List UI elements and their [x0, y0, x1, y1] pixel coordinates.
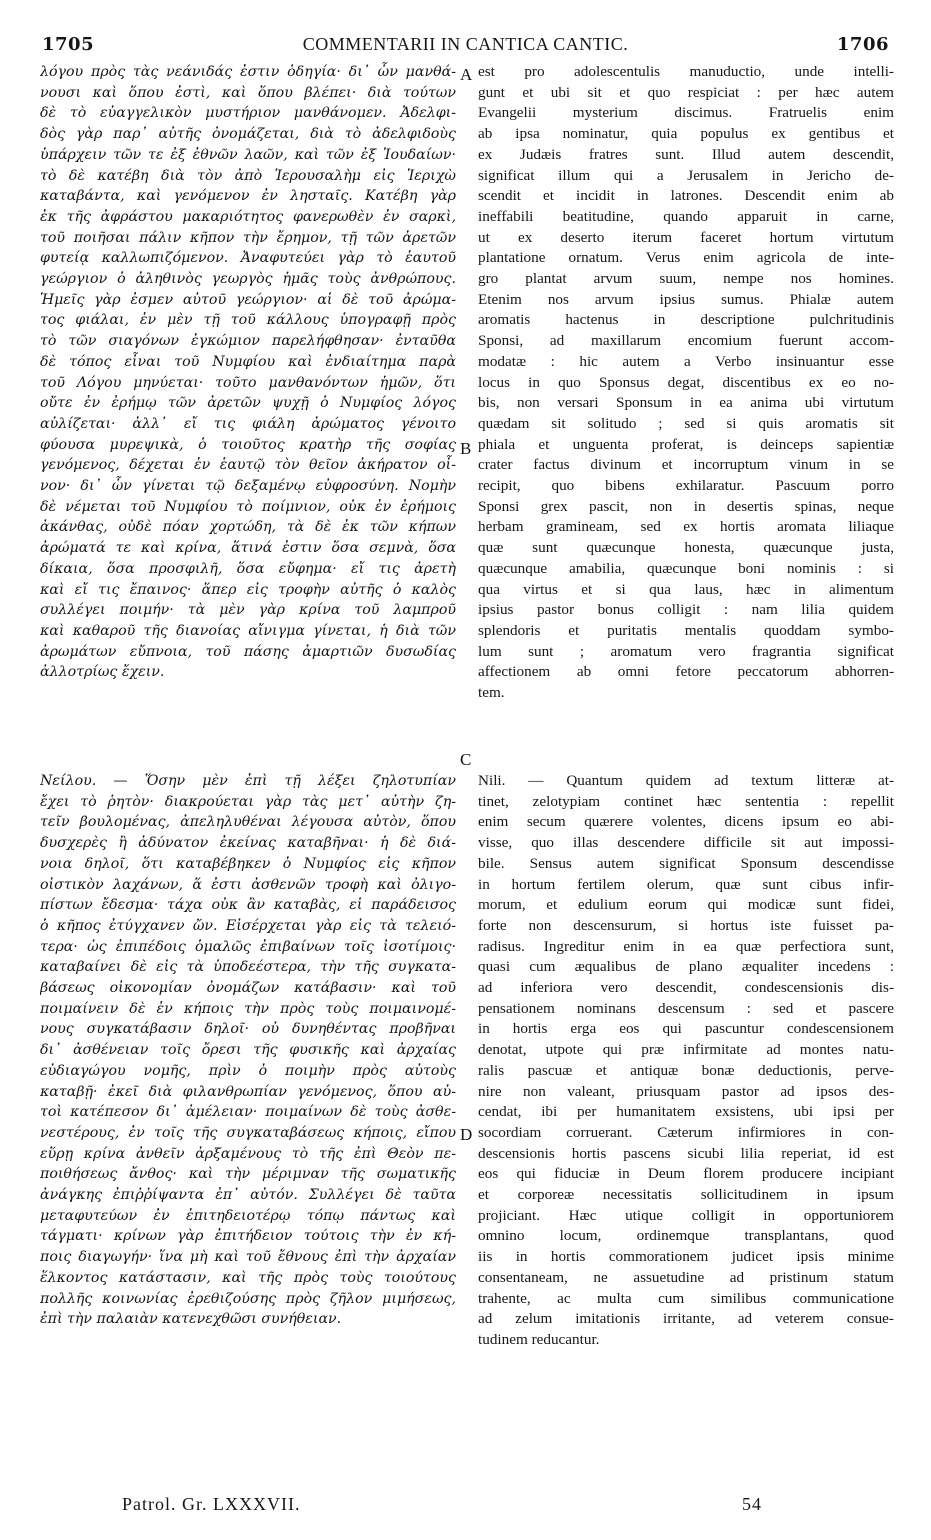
text-line: tudinem reducantur. [478, 1330, 600, 1348]
text-line: γενόμενος, δέχεται ἐν ἑαυτῷ τὸν θεῖον ἀκήρατον οἶ- [40, 457, 456, 474]
text-line: ἕλκοντος κατάστασιν, καὶ τῆς πρὸς τοὺς τοιούτους [40, 1269, 456, 1286]
text-line: eos qui fiduciæ in Deum florem producere incipiant [478, 1165, 894, 1183]
text-line: qua virtus et si qua laus, hæc in alimentum [478, 580, 894, 598]
text-line: modatæ : hic autem a Verbo insinuantur esse [478, 352, 894, 370]
text-line: tinet, zelotypiam continet hæc sententia : repellit [478, 792, 894, 810]
text-line: νουσι καὶ ὅπου ἐστὶ, καὶ ὅπου βλέπει· διὰ τούτων [40, 84, 456, 101]
text-line: omnino locum, ordinemque transplantans, quod [478, 1227, 894, 1245]
text-line: radisus. Ingreditur enim in ea quæ perfectiora sunt, [478, 937, 894, 955]
text-line: ἀλλοτρίως ἔχειν. [40, 664, 165, 681]
text-line: ineffabili beatitudine, quando apparuit in carne, [478, 207, 894, 225]
footer-signature: Patrol. Gr. LXXXVII. [122, 1494, 301, 1514]
text-line: visse, quo illas descendere difficile sit aut impossi- [478, 834, 894, 852]
margin-marker-b: B [460, 439, 472, 458]
text-line: τοὶ κατέπεσον δι᾽ ἀμέλειαν· ποιμαίνων δὲ τοὺς ἀσθε- [40, 1104, 456, 1121]
text-line: quædam sit solitudo ; sed si quis aromatis sit [478, 414, 894, 432]
text-line: lum sunt ; aromatum vero fragrantia significat [478, 642, 894, 660]
text-line: νοια δηλοῖ, ὅτι καταβέβηκεν ὁ Νυμφίος εἰς κῆπον [40, 855, 456, 872]
text-line: Ἡμεῖς γὰρ ἐσμεν αὐτοῦ γεώργιον· αἱ δὲ τοῦ ἀρώμα- [40, 291, 456, 308]
text-line: φύουσα μυρεψικὰ, ὁ τοιοῦτος κρατὴρ τῆς σοφίας [40, 436, 456, 453]
text-line: herbam gramineam, sed ex hortis aromata liliaque [478, 518, 894, 536]
text-line: recipit, quo bibens exhilaratur. Pascuum porro [478, 477, 894, 495]
text-line: ἐκ τῆς ἀφράστου μακαριότητος φανερωθὲν ἐν σαρκὶ, [40, 208, 456, 225]
text-line: ἀρώματά τε καὶ κρίνα, ἅτινά ἐστιν ὅσα σεμνὰ, ὅσα [40, 540, 456, 557]
text-line: οὔτε ἐν ἐρήμῳ τῶν ἀρετῶν ψυχῇ ὁ Νυμφίος λόγος [40, 395, 456, 412]
text-line: Sponsi grex pascit, non in desertis spinas, neque [478, 497, 894, 515]
text-line: Νείλου. — Ὅσην μὲν ἐπὶ τῇ λέξει ζηλοτυπίαν [40, 773, 456, 789]
text-line: δὸς γὰρ παρ᾽ αὐτῆς ὀνομάζεται, διὰ τὸ ἀδελφιδοὺς [40, 126, 456, 143]
text-line: iis in hortis commorationem judicet ipsis minime [478, 1248, 894, 1266]
text-line: καὶ εἴ τις ἔπαινος· ἅπερ εἰς τροφὴν αὐτῆς ὁ καλὸς [40, 581, 456, 598]
text-line: καταβαίνει δὲ εἰς τὰ ὑποδεέστερα, τὴν τῆς συγκατα- [40, 959, 456, 976]
text-line: cendat, ibi per humanitatem exsistens, ubi ipsi per [478, 1103, 894, 1121]
running-title: COMMENTARII IN CANTICA CANTIC. [302, 34, 629, 54]
text-line: τερα· ὡς ἐπιπέδοις ὁμαλῶς ἐπιβαίνων τοῖς ἰσοτίμοις· [40, 938, 456, 955]
text-line: splendoris et puritatis mentalis quoddam symbo- [478, 621, 894, 639]
text-line: τὸ δὲ κατέβη διὰ τὸν ἀπὸ Ἱερουσαλὴμ εἰς Ἱεριχὼ [40, 167, 456, 184]
text-line: ad inferiora vero descendit, condescensionis dis- [478, 979, 894, 997]
text-line: εὐδιαγώγου νομῆς, πρὶν ὁ ποιμὴν πρὸς αὐτοὺς [40, 1062, 456, 1079]
text-line: ipsius pastor bonus colligit : nam lilia quidem [478, 601, 894, 619]
text-line: quasi cum æqualibus de plano æqualiter incedens : [478, 958, 894, 976]
text-line: φυτείᾳ καλλωπιζόμενον. Ἀναφυτεύει γὰρ τὸ ἑαυτοῦ [40, 250, 456, 267]
margin-marker-c: C [460, 750, 472, 769]
text-line: crater factus divinum et incorruptum vinum in se [478, 456, 894, 474]
text-line: morum, et edulium eorum qui modicæ sunt fidei, [478, 896, 894, 914]
latin-column-block-1 [478, 62, 894, 704]
text-line: ὁ κῆπος ἐτύγχανεν ὤν. Εἰσέρχεται γὰρ εἰς τὰ τελειό- [40, 917, 456, 934]
text-line: pensationem nominans descensum : sed et pascere [478, 999, 894, 1017]
text-line: ralis pascuæ et antiquæ bonæ deductionis, perve- [478, 1061, 894, 1079]
text-line: λόγου πρὸς τὰς νεάνιδάς ἐστιν ὁδηγία· δι᾽ ὧν μανθά- [40, 64, 456, 80]
latin-column-block-2 [478, 771, 894, 1351]
text-line: scendit et incidit in latrones. Descendit enim ab [478, 187, 894, 205]
text-line: ἐπὶ τὴν παλαιὰν κατενεχθῶσι συνήθειαν. [40, 1311, 342, 1328]
text-line: ἀκάνθας, οὐδὲ πόαν χορτώδη, τὰ δὲ ἐκ τῶν κήπων [40, 519, 456, 536]
text-line: bile. Sensus autem significat Sponsum descendisse [478, 854, 894, 872]
footer-number: 54 [742, 1494, 762, 1514]
text-line: gunt et ubi sit et quo respiciat : per hæc autem [478, 83, 894, 101]
greek-column-block-2 [40, 771, 456, 1330]
text-line: descensionis hortis pascens sicubi lilia reperiat, id est [478, 1144, 894, 1162]
text-line: enim secum quærere volentes, dicens ipsum eo abi- [478, 813, 894, 831]
text-line: νον· δι᾽ ὧν γίνεται τῷ δεξαμένῳ εὐφροσύνη. Νομὴν [40, 478, 456, 495]
text-line: ἀρωμάτων εὔπνοια, τοῦ πάσης ἁμαρτιῶν δυσωδίας [40, 643, 456, 660]
text-line: phiala et unguenta proferat, is deinceps sapientiæ [478, 435, 894, 453]
text-line: in hortis erga eos qui pascuntur condescensionem [478, 1020, 894, 1038]
text-line: δίκαια, ὅσα προσφιλῆ, ὅσα εὔφημα· εἴ τις ἀρετὴ [40, 560, 456, 577]
text-line: ad zelum imitationis irritante, ad veterem consue- [478, 1310, 894, 1328]
text-line: bis, non versari Sponsum in ea anima ubi virtutum [478, 394, 894, 412]
text-line: trahente, ac multa cum similibus communicatione [478, 1289, 894, 1307]
text-line: plantatione ornatum. Verus enim agricola de inte- [478, 249, 894, 267]
text-line: forte non descensurum, si hortus iste fuisset pa- [478, 916, 894, 934]
text-line: affectionem ab omni fetore peccatorum abhorren- [478, 663, 894, 681]
text-line: δὲ τὸ εὐαγγελικὸν μυστήριον μανθάνομεν. Ἀδελφι- [40, 105, 456, 122]
greek-column-block-1 [40, 62, 456, 683]
page-number-right: 1706 [836, 34, 889, 55]
text-line: Nili. — Quantum quidem ad textum litteræ at- [478, 772, 894, 789]
text-line: μεταφυτεύων ἐν ἐπιτηδειοτέρῳ τόπῳ πάντως καὶ [40, 1207, 456, 1224]
text-line: et corporeæ necessitatis sollicitudinem in ipsum [478, 1186, 894, 1204]
text-line: αὐλίζεται· ἀλλ᾽ εἴ τις φιάλη ἀρώματος γένοιτο [40, 415, 456, 432]
text-line: ἔχει τὸ ῥητὸν· διακρούεται γὰρ τὰς μετ᾽ αὐτὴν ζη- [40, 793, 456, 810]
text-line: ex Judæis fratres sunt. Illud autem descendit, [478, 145, 894, 163]
text-line: τοῦ ποιῆσαι πάλιν κῆπον τὴν ἔρημον, τῇ τῶν ἀρετῶν [40, 229, 456, 246]
text-line: quæcunque amabilia, quæcunque boni nominis : si [478, 559, 894, 577]
text-line: τεῖν βουλομένας, ἀπεληλυθέναι λέγουσα αὐτὸν, ὅπου [40, 814, 456, 831]
text-line: ab ipsa nominatur, quia populus ex gentibus et [478, 125, 894, 143]
text-line: δυσχερὲς ἢ ἀδύνατον ἐκείνας καταβῆναι· ἡ δὲ διά- [40, 835, 456, 852]
text-line: est pro adolescentulis manuductio, unde intelli- [478, 63, 894, 80]
text-line: συλλέγει ποιμήν· τὰ μὲν γὰρ κρίνα τοῦ λαμπροῦ [40, 602, 456, 619]
text-line: πίστων ἔδεσμα· τάχα οὐκ ἂν καταβὰς, εἰ παράδεισος [40, 897, 456, 914]
text-line: quæ sunt quæcunque honesta, quæcunque justa, [478, 539, 894, 557]
text-line: tem. [478, 684, 505, 702]
text-line: τάγματι· κρίνων γὰρ ἐπιτήδειον τούτοις τὴν ἐν κή- [40, 1228, 456, 1245]
text-line: socordiam corruerant. Cæterum infirmiores in con- [478, 1123, 894, 1141]
text-line: δὲ νέμεται τοῦ Νυμφίου τὸ ποίμνιον, οὐκ ἐν ἐρήμοις [40, 498, 456, 515]
text-line: οἰστικὸν λαχάνων, ἅ ἐστι ἀσθενῶν τροφὴ καὶ ὀλιγο- [40, 876, 456, 893]
text-line: Sponsi, ad maxillarum encomium fuerunt accom- [478, 332, 894, 350]
text-line: ποιμαίνειν δὲ ἐν κήποις τὴν πρὸς τοὺς ποιμαινομέ- [40, 1000, 456, 1017]
text-line: τος φιάλαι, ἐν μὲν τῇ τοῦ κάλλους ὑπογραφῇ πρὸς [40, 312, 456, 329]
text-line: consentaneam, ne assuetudine ad pristinum statum [478, 1268, 894, 1286]
text-line: γεώργιον ὁ ἀληθινὸς γεωργὸς ἡμᾶς τοὺς ἀνθρώπους. [40, 271, 456, 288]
text-line: εὕρῃ κρίνα ἀνθεῖν ἀρξαμένους τὸ τῆς ἐπὶ Θεὸν πε- [40, 1145, 456, 1162]
page-number-left: 1705 [42, 34, 95, 55]
text-line: in hortum fertilem olerum, quæ sunt cibus infir- [478, 875, 894, 893]
text-line: νους συγκατάβασιν δηλοῖ· οὐ δυνηθέντας προβῆναι [40, 1021, 456, 1038]
text-line: ὑπάρχειν τῶν τε ἐξ ἐθνῶν λαῶν, καὶ τῶν ἐξ Ἰουδαίων· [40, 146, 456, 163]
text-line: significat illum qui a Jerusalem in Jericho de- [478, 166, 894, 184]
text-line: καὶ καθαροῦ τῆς διανοίας αἴνιγμα γίνεται, ἡ διὰ τῶν [40, 622, 456, 639]
text-line: nire non valeant, priusquam pastor ad ipsos des- [478, 1082, 894, 1100]
text-line: locus in quo Sponsus degat, discentibus ex eo no- [478, 373, 894, 391]
text-line: δι᾽ ἀσθένειαν τοῖς ὄρεσι τῆς φυσικῆς καὶ ἀρχαίας [40, 1042, 456, 1059]
text-line: projiciant. Hæc utique colligit in opportuniorem [478, 1206, 894, 1224]
text-line: Etenim nos arvum ipsius sumus. Phialæ autem [478, 290, 894, 308]
text-line: ποις διαγωγήν· ἵνα μὴ καὶ τοῦ ἔθνους ἐπὶ τὴν ἀρχαίαν [40, 1249, 456, 1266]
text-line: ut ex deserto iterum faceret hortum virtutum [478, 228, 894, 246]
text-line: νεστέρους, ἐν τοῖς τῆς συγκαταβάσεως κήποις, εἴπου [40, 1124, 456, 1141]
text-line: aromatis hactenus in descriptione pulchritudinis [478, 311, 894, 329]
text-line: πολλῆς κοινωνίας ἐρεθιζούσης πρὸς ζῆλον μιμήσεως, [40, 1290, 456, 1307]
text-line: καταβάντα, καὶ γενόμενον ἐν λησταῖς. Κατέβη γὰρ [40, 188, 456, 205]
text-line: ἀνάγκης ἐπιῤῥίψαντα ἐπ᾽ αὐτόν. Συλλέγει δὲ ταῦτα [40, 1187, 456, 1204]
text-line: denotat, utpote qui præ infirmitate ad montes natu- [478, 1041, 894, 1059]
margin-marker-a: A [460, 65, 473, 84]
text-line: gro plantat arvum suum, nempe nos homines. [478, 270, 894, 288]
text-line: τὸ τῶν σιαγόνων ἐγκώμιον παρελήφθησαν· ἐνταῦθα [40, 333, 456, 350]
text-line: ποιθήσεως ἄνθος· καὶ τὴν μέριμναν τῆς σωματικῆς [40, 1166, 456, 1183]
text-line: Evangelii mysterium discimus. Fratruelis enim [478, 104, 894, 122]
margin-marker-d: D [460, 1125, 473, 1144]
text-line: δὲ τόπος εἶναι τοῦ Νυμφίου καὶ ἐνδιαίτημα παρὰ [40, 353, 456, 370]
text-line: καταβῇ· ἐκεῖ διὰ φιλανθρωπίαν γενόμενος, ὅπου αὐ- [40, 1083, 456, 1100]
text-line: τοῦ Λόγου μηνύεται· τοῦτο μανθανόντων ἡμῶν, ὅτι [40, 374, 456, 391]
text-line: βάσεως οἰκονομίαν ὀνομάζων κατάβασιν· καὶ τοῦ [40, 980, 456, 997]
